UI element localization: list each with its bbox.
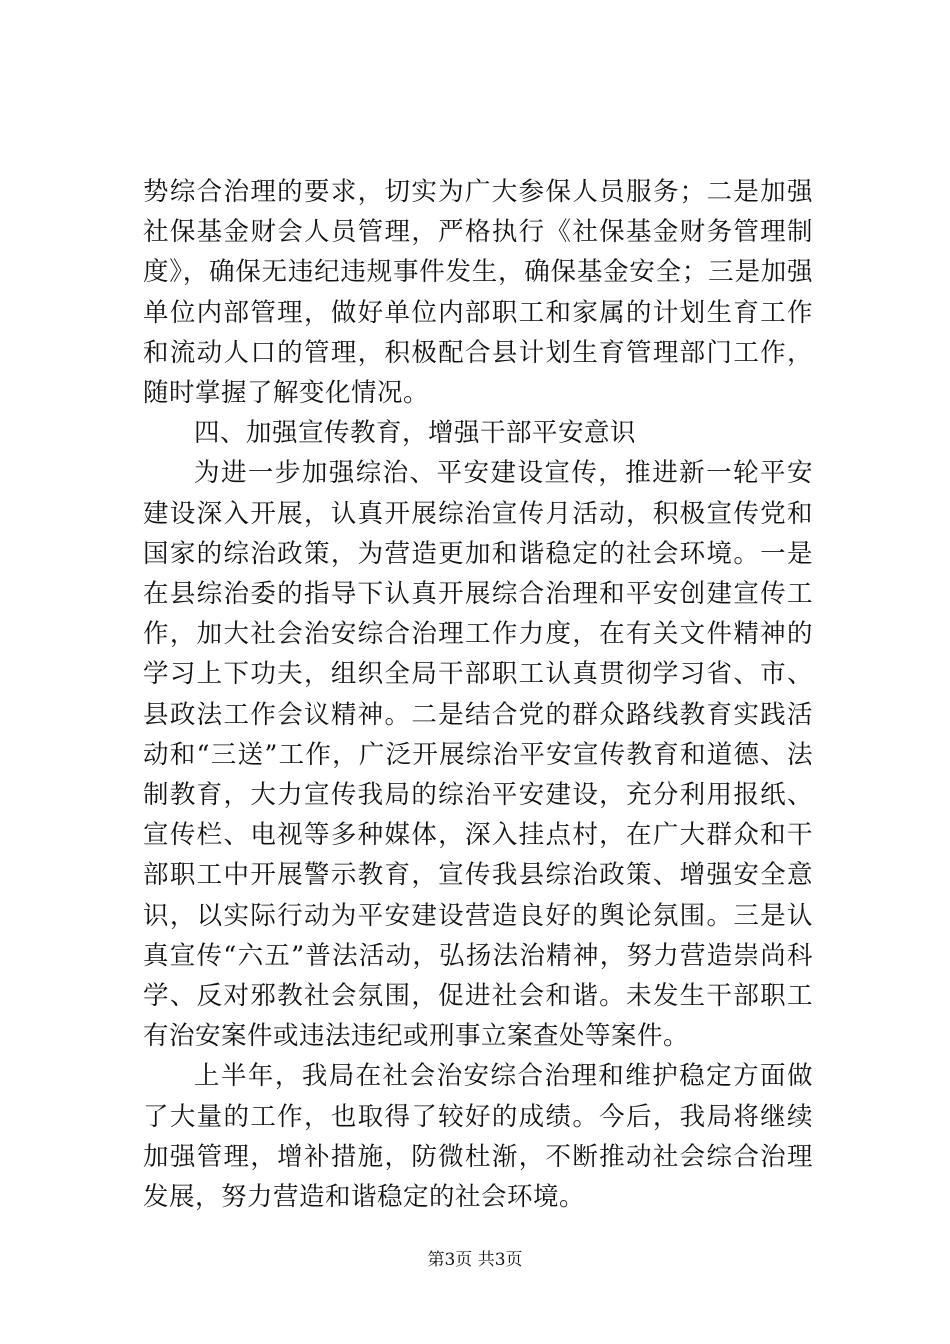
- paragraph: 为进一步加强综治、平安建设宣传，推进新一轮平安建设深入开展，认真开展综治宣传月活动，积极宣传党和国家的综治政策，为营造更加和谐稳定的社会环境。一是在县综治委的指导下认真开展综合治理和平安创建宣传工作，加大社会治安综合治理工作力度，在有关文件精神的学习上下功夫，组织全局干部职工认真贯彻学习省、市、县政法工作会议精神。二是结合党的群众路线教育实践活动和“三送”工作，广泛开展综治平安宣传教育和道德、法制教育，大力宣传我局的综治平安建设，充分利用报纸、宣传栏、电视等多种媒体，深入挂点村，在广大群众和干部职工中开展警示教育，宣传我县综治政策、增强安全意识，以实际行动为平安建设营造良好的舆论氛围。三是认真宣传“六五”普法活动，弘扬法治精神，努力营造崇尚科学、反对邪教社会氛围，促进社会和谐。未发生干部职工有治安案件或违法违纪或刑事立案查处等案件。: [143, 458, 813, 1052]
- section-heading: 四、加强宣传教育，增强干部平安意识: [194, 418, 637, 449]
- paragraph-continued: 势综合治理的要求，切实为广大参保人员服务；二是加强社保基金财会人员管理，严格执行《社保基金财务管理制度》，确保无违纪违规事件发生，确保基金安全；三是加强单位内部管理，做好单位内部职工和家属的计划生育工作和流动人口的管理，积极配合县计划生育管理部门工作，随时掌握了解变化情况。: [143, 177, 813, 409]
- document-body: [143, 172, 813, 1217]
- page-number: 第3页 共3页: [427, 1250, 523, 1270]
- paragraph: 上半年，我局在社会治安综合治理和维护稳定方面做了大量的工作，也取得了较好的成绩。今后，我局将继续加强管理，增补措施，防微杜渐，不断推动社会综合治理发展，努力营造和谐稳定的社会环境。: [143, 1061, 813, 1213]
